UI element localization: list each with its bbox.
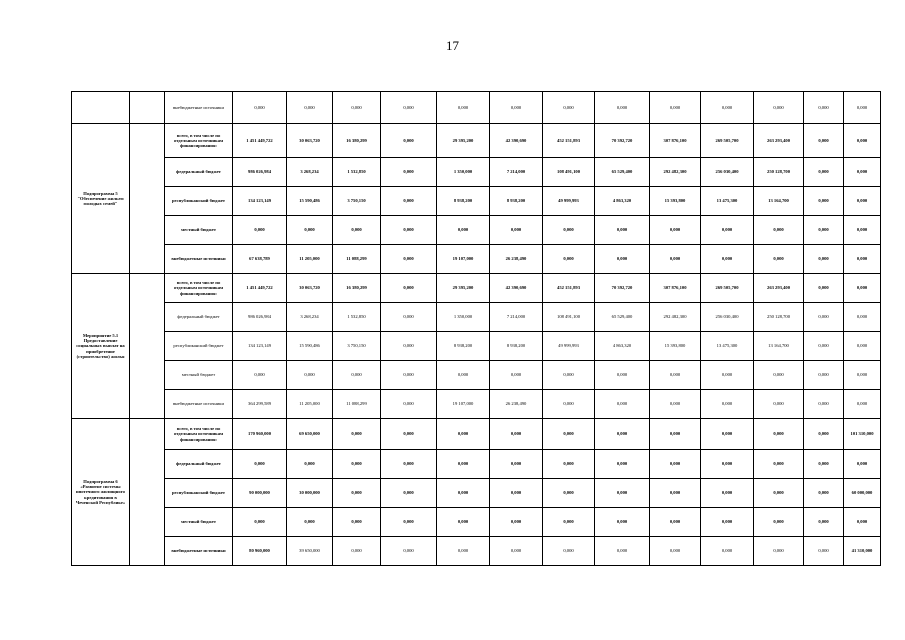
value-cell: 0,000 bbox=[333, 216, 381, 245]
table-row bbox=[72, 390, 881, 419]
value-cell: 0,000 bbox=[844, 361, 881, 390]
value-cell: 16 380,299 bbox=[333, 124, 381, 158]
value-cell: 269 505,700 bbox=[701, 124, 754, 158]
program-name-cell: Подпрограмма 5 "Обеспечение жильем молодых семей" bbox=[72, 124, 130, 274]
value-cell: 13 475,300 bbox=[701, 187, 754, 216]
value-cell: 0,000 bbox=[754, 390, 804, 419]
value-cell: 4 863,320 bbox=[595, 332, 650, 361]
value-cell: 0,000 bbox=[804, 216, 844, 245]
value-cell: 0,000 bbox=[381, 508, 437, 537]
value-cell: 0,000 bbox=[650, 216, 701, 245]
table-row bbox=[72, 274, 881, 303]
value-cell: 0,000 bbox=[595, 361, 650, 390]
value-cell: 108 491,100 bbox=[543, 303, 595, 332]
table-row bbox=[72, 361, 881, 390]
funding-source-cell: республиканский бюджет bbox=[165, 332, 233, 361]
value-cell: 0,000 bbox=[754, 479, 804, 508]
value-cell: 7 214,000 bbox=[490, 158, 543, 187]
value-cell: 0,000 bbox=[650, 361, 701, 390]
value-cell: 0,000 bbox=[844, 158, 881, 187]
value-cell: 0,000 bbox=[804, 361, 844, 390]
funding-source-cell: всего, в том числе по отдельным источникам финансирования: bbox=[165, 419, 233, 450]
value-cell: 29 395,200 bbox=[437, 274, 490, 303]
value-cell: 0,000 bbox=[381, 450, 437, 479]
table-row bbox=[72, 303, 881, 332]
value-cell: 3 750,150 bbox=[333, 187, 381, 216]
funding-source-cell: федеральный бюджет bbox=[165, 450, 233, 479]
value-cell: 263 293,400 bbox=[754, 274, 804, 303]
value-cell: 13 164,700 bbox=[754, 332, 804, 361]
table-row bbox=[72, 332, 881, 361]
table-row bbox=[72, 537, 881, 566]
value-cell: 3 750,150 bbox=[333, 332, 381, 361]
value-cell: 986 026,984 bbox=[233, 303, 287, 332]
value-cell: 42 390,690 bbox=[490, 274, 543, 303]
value-cell: 0,000 bbox=[543, 508, 595, 537]
value-cell: 0,000 bbox=[804, 303, 844, 332]
value-cell: 41 310,000 bbox=[844, 537, 881, 566]
funding-source-cell: местный бюджет bbox=[165, 216, 233, 245]
value-cell: 1 532,850 bbox=[333, 303, 381, 332]
program-name-cell: Мероприятие 5.1 Предоставление социальных выплат на приобретение (строительство) жилья bbox=[72, 274, 130, 419]
value-cell: 49 999,993 bbox=[543, 332, 595, 361]
funding-source-cell: внебюджетные источники bbox=[165, 390, 233, 419]
value-cell: 0,000 bbox=[650, 537, 701, 566]
value-cell: 0,000 bbox=[381, 216, 437, 245]
value-cell: 0,000 bbox=[804, 450, 844, 479]
value-cell: 0,000 bbox=[844, 216, 881, 245]
value-cell: 0,000 bbox=[701, 245, 754, 274]
value-cell: 250 128,700 bbox=[754, 158, 804, 187]
value-cell: 0,000 bbox=[754, 508, 804, 537]
value-cell: 0,000 bbox=[333, 450, 381, 479]
value-cell: 0,000 bbox=[595, 450, 650, 479]
value-cell: 0,000 bbox=[233, 361, 287, 390]
funding-source-cell: федеральный бюджет bbox=[165, 158, 233, 187]
value-cell: 0,000 bbox=[844, 187, 881, 216]
table-row bbox=[72, 92, 881, 124]
value-cell: 0,000 bbox=[287, 450, 333, 479]
value-cell: 19 107,000 bbox=[437, 245, 490, 274]
page-number: 17 bbox=[446, 38, 459, 53]
value-cell: 15 590,486 bbox=[287, 332, 333, 361]
value-cell: 0,000 bbox=[844, 245, 881, 274]
value-cell: 13 164,700 bbox=[754, 187, 804, 216]
value-cell: 0,000 bbox=[844, 124, 881, 158]
value-cell: 0,000 bbox=[754, 245, 804, 274]
table-row bbox=[72, 450, 881, 479]
value-cell: 0,000 bbox=[804, 245, 844, 274]
value-cell: 0,000 bbox=[437, 92, 490, 124]
value-cell: 0,000 bbox=[844, 332, 881, 361]
value-cell: 29 395,200 bbox=[437, 124, 490, 158]
value-cell: 0,000 bbox=[804, 187, 844, 216]
value-cell: 8 938,200 bbox=[490, 187, 543, 216]
value-cell: 452 151,893 bbox=[543, 124, 595, 158]
value-cell: 0,000 bbox=[701, 479, 754, 508]
value-cell: 0,000 bbox=[333, 92, 381, 124]
value-cell: 7 214,000 bbox=[490, 303, 543, 332]
value-cell: 0,000 bbox=[490, 92, 543, 124]
value-cell: 0,000 bbox=[595, 479, 650, 508]
value-cell: 0,000 bbox=[543, 92, 595, 124]
value-cell: 0,000 bbox=[381, 92, 437, 124]
value-cell: 0,000 bbox=[381, 361, 437, 390]
value-cell: 0,000 bbox=[844, 390, 881, 419]
value-cell: 0,000 bbox=[543, 450, 595, 479]
value-cell: 30 000,000 bbox=[287, 479, 333, 508]
value-cell: 4 863,320 bbox=[595, 187, 650, 216]
value-cell: 292 482,300 bbox=[650, 303, 701, 332]
budget-table bbox=[71, 91, 881, 566]
value-cell: 15 393,800 bbox=[650, 187, 701, 216]
value-cell: 0,000 bbox=[543, 419, 595, 450]
value-cell: 986 026,984 bbox=[233, 158, 287, 187]
funding-source-cell: республиканский бюджет bbox=[165, 479, 233, 508]
table-row bbox=[72, 216, 881, 245]
executor-cell bbox=[130, 92, 165, 124]
funding-source-cell: всего, в том числе по отдельным источникам финансирования: bbox=[165, 124, 233, 158]
value-cell: 16 380,299 bbox=[333, 274, 381, 303]
funding-source-cell: внебюджетные источники bbox=[165, 537, 233, 566]
value-cell: 70 392,720 bbox=[595, 124, 650, 158]
value-cell: 69 650,000 bbox=[287, 419, 333, 450]
value-cell: 8 938,200 bbox=[490, 332, 543, 361]
value-cell: 0,000 bbox=[381, 303, 437, 332]
value-cell: 0,000 bbox=[437, 216, 490, 245]
funding-source-cell: местный бюджет bbox=[165, 361, 233, 390]
value-cell: 0,000 bbox=[804, 274, 844, 303]
value-cell: 11 205,000 bbox=[287, 245, 333, 274]
value-cell: 292 482,300 bbox=[650, 158, 701, 187]
value-cell: 0,000 bbox=[754, 216, 804, 245]
value-cell: 364 299,589 bbox=[233, 390, 287, 419]
value-cell: 26 238,490 bbox=[490, 245, 543, 274]
value-cell: 0,000 bbox=[233, 450, 287, 479]
table-row bbox=[72, 158, 881, 187]
value-cell: 0,000 bbox=[543, 361, 595, 390]
value-cell: 0,000 bbox=[804, 537, 844, 566]
value-cell: 0,000 bbox=[754, 419, 804, 450]
value-cell: 0,000 bbox=[490, 419, 543, 450]
value-cell: 0,000 bbox=[701, 92, 754, 124]
funding-source-cell: местный бюджет bbox=[165, 508, 233, 537]
value-cell: 0,000 bbox=[650, 245, 701, 274]
value-cell: 0,000 bbox=[804, 158, 844, 187]
value-cell: 0,000 bbox=[804, 479, 844, 508]
value-cell: 80 960,000 bbox=[233, 537, 287, 566]
value-cell: 19 107,000 bbox=[437, 390, 490, 419]
value-cell: 30 063,720 bbox=[287, 274, 333, 303]
value-cell: 0,000 bbox=[754, 92, 804, 124]
value-cell: 0,000 bbox=[804, 92, 844, 124]
value-cell: 0,000 bbox=[650, 419, 701, 450]
value-cell: 307 876,100 bbox=[650, 124, 701, 158]
value-cell: 39 650,000 bbox=[287, 537, 333, 566]
value-cell: 0,000 bbox=[287, 361, 333, 390]
value-cell: 0,000 bbox=[595, 508, 650, 537]
value-cell: 0,000 bbox=[595, 390, 650, 419]
value-cell: 0,000 bbox=[381, 158, 437, 187]
value-cell: 0,000 bbox=[650, 508, 701, 537]
value-cell: 134 123,149 bbox=[233, 332, 287, 361]
value-cell: 0,000 bbox=[437, 508, 490, 537]
value-cell: 0,000 bbox=[381, 187, 437, 216]
value-cell: 0,000 bbox=[381, 537, 437, 566]
value-cell: 65 529,400 bbox=[595, 303, 650, 332]
value-cell: 0,000 bbox=[490, 479, 543, 508]
value-cell: 0,000 bbox=[381, 419, 437, 450]
value-cell: 0,000 bbox=[543, 479, 595, 508]
value-cell: 0,000 bbox=[437, 419, 490, 450]
value-cell: 108 491,100 bbox=[543, 158, 595, 187]
value-cell: 0,000 bbox=[543, 390, 595, 419]
value-cell: 0,000 bbox=[490, 537, 543, 566]
value-cell: 0,000 bbox=[650, 479, 701, 508]
funding-source-cell: внебюджетные источники bbox=[165, 92, 233, 124]
value-cell: 0,000 bbox=[333, 361, 381, 390]
table-row bbox=[72, 508, 881, 537]
funding-source-cell: республиканский бюджет bbox=[165, 187, 233, 216]
value-cell: 0,000 bbox=[844, 274, 881, 303]
value-cell: 0,000 bbox=[287, 216, 333, 245]
value-cell: 42 390,690 bbox=[490, 124, 543, 158]
value-cell: 0,000 bbox=[381, 274, 437, 303]
value-cell: 49 999,993 bbox=[543, 187, 595, 216]
value-cell: 0,000 bbox=[233, 216, 287, 245]
value-cell: 250 128,700 bbox=[754, 303, 804, 332]
value-cell: 0,000 bbox=[804, 508, 844, 537]
executor-cell bbox=[130, 274, 165, 419]
value-cell: 452 151,893 bbox=[543, 274, 595, 303]
value-cell: 0,000 bbox=[333, 419, 381, 450]
value-cell: 263 293,400 bbox=[754, 124, 804, 158]
value-cell: 70 392,720 bbox=[595, 274, 650, 303]
value-cell: 0,000 bbox=[595, 92, 650, 124]
value-cell: 0,000 bbox=[381, 390, 437, 419]
value-cell: 15 393,800 bbox=[650, 332, 701, 361]
value-cell: 0,000 bbox=[650, 92, 701, 124]
funding-source-cell: всего, в том числе по отдельным источникам финансирования: bbox=[165, 274, 233, 303]
value-cell: 0,000 bbox=[754, 361, 804, 390]
table-row bbox=[72, 187, 881, 216]
table-row bbox=[72, 419, 881, 450]
value-cell: 256 030,400 bbox=[701, 158, 754, 187]
value-cell: 11 088,299 bbox=[333, 390, 381, 419]
value-cell: 0,000 bbox=[804, 332, 844, 361]
value-cell: 0,000 bbox=[650, 390, 701, 419]
value-cell: 0,000 bbox=[701, 450, 754, 479]
value-cell: 30 063,720 bbox=[287, 124, 333, 158]
value-cell: 0,000 bbox=[543, 245, 595, 274]
value-cell: 0,000 bbox=[333, 537, 381, 566]
value-cell: 0,000 bbox=[754, 450, 804, 479]
program-name-cell: Подпрограмма 6 «Развитие системы ипотечного жилищного кредитования в Чеченской Республике» bbox=[72, 419, 130, 566]
value-cell: 0,000 bbox=[650, 450, 701, 479]
value-cell: 0,000 bbox=[490, 216, 543, 245]
value-cell: 0,000 bbox=[437, 450, 490, 479]
table-row bbox=[72, 479, 881, 508]
value-cell: 0,000 bbox=[543, 216, 595, 245]
value-cell: 0,000 bbox=[287, 92, 333, 124]
value-cell: 0,000 bbox=[490, 450, 543, 479]
value-cell: 90 000,000 bbox=[233, 479, 287, 508]
value-cell: 0,000 bbox=[701, 419, 754, 450]
table-row bbox=[72, 245, 881, 274]
value-cell: 307 876,100 bbox=[650, 274, 701, 303]
value-cell: 0,000 bbox=[844, 92, 881, 124]
value-cell: 0,000 bbox=[381, 479, 437, 508]
value-cell: 0,000 bbox=[381, 332, 437, 361]
table-body bbox=[72, 92, 881, 566]
value-cell: 15 590,486 bbox=[287, 187, 333, 216]
value-cell: 0,000 bbox=[804, 124, 844, 158]
value-cell: 0,000 bbox=[543, 537, 595, 566]
value-cell: 0,000 bbox=[595, 245, 650, 274]
value-cell: 11 205,000 bbox=[287, 390, 333, 419]
program-name-cell bbox=[72, 92, 130, 124]
value-cell: 0,000 bbox=[381, 245, 437, 274]
value-cell: 0,000 bbox=[701, 216, 754, 245]
funding-source-cell: федеральный бюджет bbox=[165, 303, 233, 332]
value-cell: 67 638,789 bbox=[233, 245, 287, 274]
value-cell: 0,000 bbox=[701, 390, 754, 419]
value-cell: 0,000 bbox=[437, 361, 490, 390]
value-cell: 1 350,000 bbox=[437, 158, 490, 187]
value-cell: 26 238,490 bbox=[490, 390, 543, 419]
value-cell: 1 451 449,722 bbox=[233, 124, 287, 158]
value-cell: 0,000 bbox=[287, 508, 333, 537]
value-cell: 3 268,234 bbox=[287, 303, 333, 332]
table-row bbox=[72, 124, 881, 158]
value-cell: 0,000 bbox=[804, 419, 844, 450]
value-cell: 0,000 bbox=[490, 508, 543, 537]
value-cell: 269 505,700 bbox=[701, 274, 754, 303]
value-cell: 0,000 bbox=[437, 537, 490, 566]
value-cell: 60 000,000 bbox=[844, 479, 881, 508]
value-cell: 0,000 bbox=[595, 419, 650, 450]
executor-cell bbox=[130, 419, 165, 566]
value-cell: 1 532,850 bbox=[333, 158, 381, 187]
value-cell: 0,000 bbox=[701, 537, 754, 566]
value-cell: 0,000 bbox=[701, 361, 754, 390]
value-cell: 0,000 bbox=[701, 508, 754, 537]
value-cell: 0,000 bbox=[490, 361, 543, 390]
value-cell: 0,000 bbox=[595, 537, 650, 566]
value-cell: 0,000 bbox=[333, 508, 381, 537]
value-cell: 0,000 bbox=[233, 508, 287, 537]
value-cell: 170 960,000 bbox=[233, 419, 287, 450]
value-cell: 13 475,300 bbox=[701, 332, 754, 361]
value-cell: 101 310,000 bbox=[844, 419, 881, 450]
value-cell: 0,000 bbox=[595, 216, 650, 245]
executor-cell bbox=[130, 124, 165, 274]
value-cell: 0,000 bbox=[233, 92, 287, 124]
value-cell: 0,000 bbox=[381, 124, 437, 158]
value-cell: 0,000 bbox=[844, 508, 881, 537]
funding-source-cell: внебюджетные источники bbox=[165, 245, 233, 274]
value-cell: 0,000 bbox=[333, 479, 381, 508]
value-cell: 0,000 bbox=[804, 390, 844, 419]
value-cell: 3 268,234 bbox=[287, 158, 333, 187]
value-cell: 256 030,400 bbox=[701, 303, 754, 332]
value-cell: 11 088,299 bbox=[333, 245, 381, 274]
value-cell: 8 938,200 bbox=[437, 332, 490, 361]
value-cell: 0,000 bbox=[844, 450, 881, 479]
value-cell: 65 529,400 bbox=[595, 158, 650, 187]
value-cell: 8 938,200 bbox=[437, 187, 490, 216]
value-cell: 0,000 bbox=[844, 303, 881, 332]
value-cell: 1 350,000 bbox=[437, 303, 490, 332]
value-cell: 0,000 bbox=[437, 479, 490, 508]
value-cell: 134 123,149 bbox=[233, 187, 287, 216]
value-cell: 1 451 449,722 bbox=[233, 274, 287, 303]
value-cell: 0,000 bbox=[754, 537, 804, 566]
